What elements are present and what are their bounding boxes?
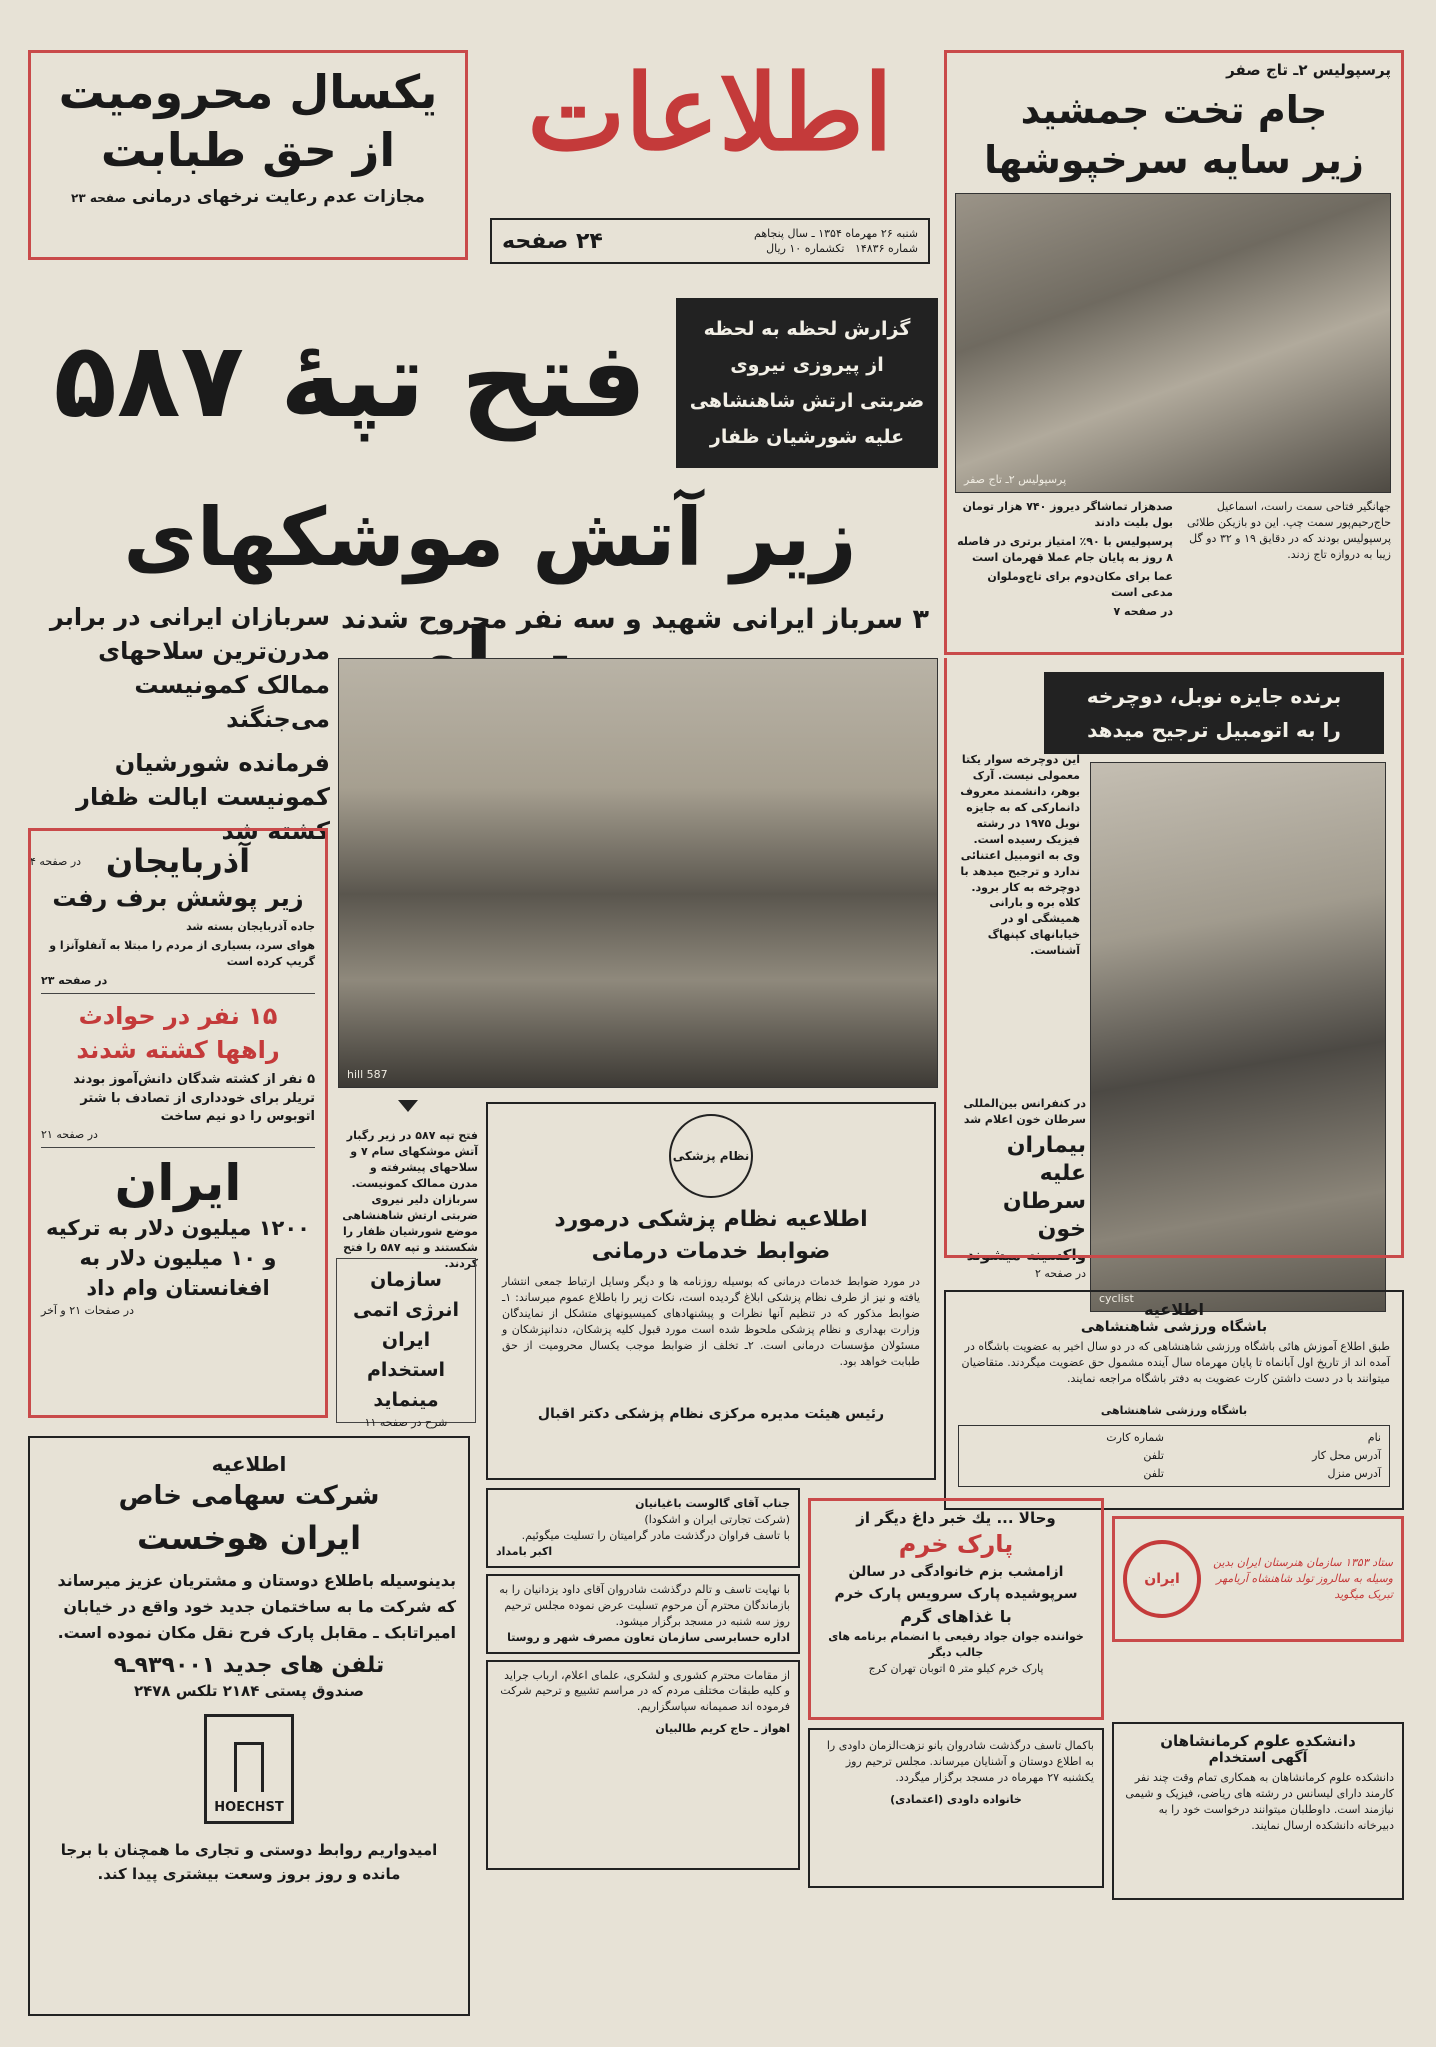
form-field: آدرس منزل: [1327, 1466, 1381, 1480]
report-line: ضربتی ارتش شاهنشاهی: [689, 390, 925, 412]
atomic-line1: سازمان: [370, 1269, 442, 1291]
main-photo-caption: فتح تپه ۵۸۷ در زیر رگبار آتش موشکهای سام ۷ و سلاحهای پیشرفته و مدرن ممالک کمونیست. سربازان دلیر نیروی ضربتی ارتش شاهنشاهی موضع شورشیان ظفار را شکستند و تپه ۵۸۷ را فتح کردند.: [342, 1129, 478, 1270]
hoechst-footer: امیدواریم روابط دوستی و تجاری ما همچنان با برجا مانده و روز بروز وسعت بیشتری پیدا کند.: [60, 1841, 438, 1883]
dateline-date: شنبه ۲۶ مهرماه ۱۳۵۴ ـ سال پنجاهم: [754, 226, 918, 240]
sports-text: [957, 499, 1391, 623]
arrow-icon: [398, 1100, 418, 1112]
condolence-4: [808, 1728, 1104, 1888]
hoechst-logo-text: HOECHST: [214, 1800, 284, 1815]
dateline-meta: [603, 241, 918, 256]
hoechst-ad: [28, 1436, 470, 2016]
azar-bullet: جاده آذربایجان بسته شد: [186, 920, 315, 933]
condolence-body: با تاسف فراوان درگذشت مادر گرامیتان را تسلیت میگوئیم.: [521, 1528, 790, 1542]
iran-logo-ad: [1112, 1516, 1404, 1642]
condolence-sub: (شرکت تجارتی ایران و اشکودا): [644, 1512, 790, 1526]
sports-kicker: پرسپولیس ۲ـ تاج صفر: [1226, 61, 1391, 79]
sports-box: [944, 50, 1404, 655]
nobel-photo-label: cyclist: [1099, 1292, 1134, 1305]
atomic-line3: ایران استخدام: [366, 1329, 446, 1381]
azar-bullets: [41, 919, 315, 989]
sports-headline2: زیر سایه سرخپوشها: [984, 138, 1364, 182]
sports-bullet: عما برای مکان‌دوم برای تاج‌وملوان مدعی است: [987, 569, 1173, 599]
sports-bullets: [957, 499, 1173, 623]
iran-logo-text: ایران: [1144, 1571, 1180, 1587]
hoechst-title: اطلاعیه: [211, 1452, 287, 1476]
iran-line3: افغانستان وام داد: [86, 1276, 270, 1301]
nobel-frame: [944, 658, 1404, 1258]
hoechst-logo: [204, 1714, 294, 1824]
park-ad: [808, 1498, 1104, 1720]
medical-body: در مورد ضوابط خدمات درمانی که بوسیله روزنامه ها و دیگر وسایل ارتباط جمعی انتشار یافته و نیز از طرف نظام پزشکی ابلاغ گردیده است، نکات زیر را باطلاع عموم میرساند: ۱ـ ضوابط مذکور که در تنظیم آنها نظرات و پیشنهادهای کمیسیونهای متشکل از نمایندگان وزارت بهداری و نظام پزشکی ملحوظ شده است مورد قبول کلیه پزشکان، دندانپزشکان و مسئولان مؤسسات درمانی است. ۲ـ تخلف از ضوابط موجب یکسال محرومیت از حق طبابت خواهد بود.: [502, 1275, 920, 1368]
park-name: پارک خرم: [898, 1530, 1014, 1558]
sport-club-sub: باشگاه ورزشی شاهنشاهی: [1080, 1319, 1268, 1335]
hoechst-name1: شرکت سهامی خاص: [118, 1481, 380, 1511]
license-ban-box: [28, 50, 468, 260]
sports-headline1: جام تخت جمشید: [1020, 88, 1328, 132]
health-ref: در صفحه ۲: [1034, 1266, 1086, 1280]
main-photo: [338, 658, 938, 1088]
side-ref: در صفحه ۴: [30, 855, 82, 868]
dateline-text: [603, 226, 918, 257]
form-field: آدرس محل کار: [1312, 1448, 1381, 1462]
license-ban-sub: مجازات عدم رعایت نرخهای درمانی: [131, 187, 425, 207]
side-bullet-1: سربازان ایرانی در برابر مدرن‌ترین سلاحهای ممالک کمونیست می‌جنگند: [49, 603, 330, 733]
report-line: علیه شورشیان ظفار: [709, 426, 905, 448]
health-line1: بیماران: [1006, 1132, 1086, 1158]
hoechst-name2: ایران هوخست: [136, 1519, 362, 1557]
license-ban-subline: [41, 187, 455, 207]
medical-title1: اطلاعیه نظام پزشکی درمورد: [554, 1207, 868, 1232]
report-box: [676, 298, 938, 468]
main-headline2: زیر آتش موشکهای: [123, 491, 857, 584]
park-line1: ازامشب بزم خانوادگی در سالن: [848, 1564, 1064, 1580]
condolence-body: از مقامات محترم کشوری و لشکری، علمای اعلام، ارباب جراید و کلیه طبقات مختلف مردم که در مراسم تشییع و ترحیم شرکت فرموده اند صمیمانه سپاسگزاریم.: [500, 1668, 790, 1714]
dateline-price: تکشماره ۱۰ ریال: [766, 242, 845, 255]
azar-bullet: هوای سرد، بسیاری از مردم را مبتلا به آنفلوآنزا و گریپ کرده است: [49, 938, 315, 968]
main-subhead: ۳ سرباز ایرانی شهید و سه نفر مجروح شدند: [341, 604, 929, 635]
iran-logo-ad-text: ستاد ۱۳۵۳ سازمان هنرستان ایران بدین وسیله به سالروز تولد شاهنشاه آریامهر تبریک میگوید: [1213, 1556, 1393, 1601]
university-sub: آگهی استخدام: [1208, 1750, 1308, 1766]
condolence-sign: اهواز ـ حاج کریم طالبیان: [655, 1722, 790, 1736]
condolence-body: با نهایت تاسف و تالم درگذشت شادروان آقای داود یزدانیان را به بازماندگان محترم آن مرحوم تسلیت عرض نموده مجلس ترحیم روز سه شنبه در مسجد برگزار میشود.: [499, 1582, 790, 1628]
university-title: دانشکده علوم کرمانشاهان: [1160, 1732, 1356, 1750]
condolence-body: باکمال تاسف درگذشت شادروان بانو نزهت‌الزمان داودی را به اطلاع دوستان و آشنایان میرساند. مجلس ترحیم روز یکشنبه ۲۷ مهرماه در مسجد برگزار میگردد.: [826, 1739, 1094, 1784]
condolence-3: [486, 1660, 800, 1870]
azar-headline2: زیر پوشش برف رفت: [52, 884, 304, 912]
medical-notice: [486, 1102, 936, 1480]
license-ban-headline1: یکسال محرومیت: [58, 65, 438, 119]
accident-bullet1: ۵ نفر از کشته شدگان دانش‌آموز بودند: [73, 1071, 315, 1087]
medical-logo: [669, 1114, 753, 1198]
sport-club-notice: [944, 1290, 1404, 1510]
condolence-sign: خانواده داودی (اعتمادی): [890, 1792, 1022, 1806]
condolence-column: [486, 1488, 800, 2018]
accident-headline1: ۱۵ نفر در حوادث: [78, 1001, 278, 1030]
condolence-sign: اکبر بامداد: [496, 1544, 553, 1558]
sport-club-form: [958, 1425, 1390, 1487]
iran-ref: در صفحات ۲۱ و آخر: [41, 1304, 134, 1318]
form-field: نام: [1367, 1430, 1381, 1444]
atomic-line2: انرژی اتمی: [352, 1299, 460, 1321]
sport-club-title: اطلاعیه: [1144, 1300, 1204, 1319]
side-bullet-2: فرمانده شورشیان کمونیست ایالت ظفار کشته شد: [76, 749, 330, 845]
sport-club-body: طبق اطلاع آموزش هائی باشگاه ورزشی شاهنشاهی که در دو سال اخیر به عضویت باشگاه در آمده اند از تاریخ اول آبانماه تا پایان مهرماه سال آینده مشمول حق عضویت میگردند. متقاضیان میتوانند با در دست داشتن کارت عضویت به دفتر باشگاه مراجعه نمایند.: [961, 1340, 1390, 1385]
medical-title2: ضوابط خدمات درمانی: [591, 1239, 831, 1264]
sport-club-signer: باشگاه ورزشی شاهنشاهی: [1100, 1404, 1248, 1417]
park-line2: سرپوشیده پارک سرویس پارک خرم: [834, 1586, 1078, 1602]
hoechst-phones: تلفن های جدید ۹۳۹۰۰۱ـ۹: [113, 1653, 385, 1678]
health-line3: خون: [1037, 1216, 1086, 1242]
accident-ref: در صفحه ۲۱: [41, 1128, 98, 1142]
iran-logo-emblem: [1123, 1540, 1201, 1618]
left-news-box: [28, 828, 328, 1418]
accident-headline2: راهها کشته شدند: [76, 1035, 280, 1064]
medical-sign: رئیس هیئت مدیره مرکزی نظام پزشکی دکتر اقبال: [537, 1406, 885, 1422]
condolence-title: جناب آقای گالوست باغیانیان: [635, 1497, 790, 1510]
iran-headline: ایران: [114, 1154, 242, 1213]
park-line4: خواننده جوان جواد رفیعی با انضمام برنامه های جالب دیگر: [828, 1630, 1084, 1659]
health-bullet: در کنفرانس بین‌المللی سرطان خون اعلام شد: [963, 1097, 1086, 1126]
condolence-2: [486, 1574, 800, 1654]
nobel-headline1: برنده جایزه نوبل، دوچرخه: [1086, 684, 1342, 708]
hoechst-body: بدینوسیله باطلاع دوستان و مشتریان عزیز میرساند که شرکت ما به ساختمان جدید خود واقع در خیابان امیراتابک ـ مقابل پارک فرح نقل مکان نموده است.: [57, 1571, 456, 1642]
form-field: تلفن: [1143, 1448, 1164, 1462]
sports-photo-label: پرسپولیس ۲ـ تاج صفر: [964, 473, 1067, 486]
condolence-1: [486, 1488, 800, 1568]
main-headline: فتح تپهٔ ۵۸۷: [53, 319, 647, 441]
university-body: دانشکده علوم کرمانشاهان به همکاری تمام وقت چند نفر کارمند دارای لیسانس در رشته های ریاضی، فیزیک و شیمی نیازمند است. داوطلبان میتوانند درخواست خود را به دبیرخانه دانشکده ارسال نمایند.: [1125, 1771, 1394, 1832]
nobel-headline2: را به اتومبیل ترجیح میدهد: [1087, 718, 1341, 742]
form-field: شماره کارت: [1106, 1430, 1164, 1444]
university-ad: [1112, 1722, 1404, 1900]
report-line: گزارش لحظه به لحظه: [703, 318, 911, 340]
medical-logo-text: نظام پزشکی: [672, 1149, 750, 1163]
sports-bullet: پرسپولیس با ۹۰٪ امتیاز برتری در فاصله ۸ روز به پایان جام عملا قهرمان است: [957, 534, 1173, 564]
azar-headline1: آذربایجان: [105, 842, 251, 880]
license-ban-headline2: از حق طبابت: [100, 123, 396, 177]
form-field: تلفن: [1143, 1466, 1164, 1480]
park-line5: پارک خرم کیلو متر ۵ اتوبان تهران کرج: [868, 1661, 1044, 1675]
masthead-title: اطلاعات: [527, 51, 893, 174]
park-line3: با غذاهای گرم: [900, 1607, 1012, 1626]
accident-bullet2: تریلر برای خودداری از تصادف با شتر اتوبوس را دو نیم ساخت: [80, 1090, 315, 1125]
dateline-pages: ۲۴ صفحه: [502, 228, 603, 254]
sports-caption: جهانگیر فتاحی سمت راست، اسماعیل حاج‌رحیم‌پور سمت چپ. این دو بازیکن طلائی پرسپولیس بودند که در دقایق ۱۹ و ۳۲ دو گل زیبا به دروازه تاج زدند.: [1187, 500, 1391, 561]
sports-page-ref: در صفحه ۷: [1113, 604, 1173, 618]
atomic-line4: مینماید: [373, 1389, 439, 1411]
condolence-sign: اداره حسابرسی سازمان تعاون مصرف شهر و روستا: [507, 1630, 790, 1644]
sports-photo: [955, 193, 1391, 493]
masthead-dateline: [490, 218, 930, 264]
iran-line2: و ۱۰ میلیون دلار به: [79, 1246, 277, 1271]
health-line4: واکسینه میشوند: [966, 1245, 1086, 1264]
iran-line1: ۱۲۰۰ میلیون دلار به ترکیه: [46, 1216, 310, 1241]
main-photo-label: hill 587: [347, 1068, 388, 1081]
hoechst-postbox: صندوق پستی ۲۱۸۴ تلکس ۲۴۷۸: [133, 1682, 365, 1700]
masthead: [480, 48, 940, 178]
atomic-box: [336, 1258, 476, 1429]
hoechst-tower-icon: [234, 1742, 264, 1792]
atomic-ref: شرح در صفحه ۱۱: [364, 1416, 448, 1429]
park-top: وحالا ... یك خبر داغ دیگر از: [856, 1509, 1056, 1527]
azar-ref: در صفحه ۲۳: [41, 973, 108, 987]
license-ban-page-ref: صفحه ۲۳: [71, 191, 127, 205]
report-line: از پیروزی نیروی: [730, 354, 884, 376]
sports-bullet: صدهزار تماشاگر دیروز ۷۴۰ هزار تومان بول بلیت دادند: [962, 500, 1173, 529]
nobel-body: این دوچرخه سوار یکتا معمولی نیست. آرک بوهر، دانشمند معروف دانمارکی که به جایزه نوبل ۱۹۷۵ در رشته فیزیک رسیده است. وی به اتومبیل اعتنائی ندارد و ترجیح میدهد با دوچرخه به کار برود. کلاه بره و بارانی همیشگی او در خیابانهای کپنهاگ آشناست.: [960, 753, 1080, 958]
dateline-issue: شماره ۱۴۸۳۶: [854, 242, 918, 255]
health-line2: علیه سرطان: [1002, 1160, 1086, 1214]
